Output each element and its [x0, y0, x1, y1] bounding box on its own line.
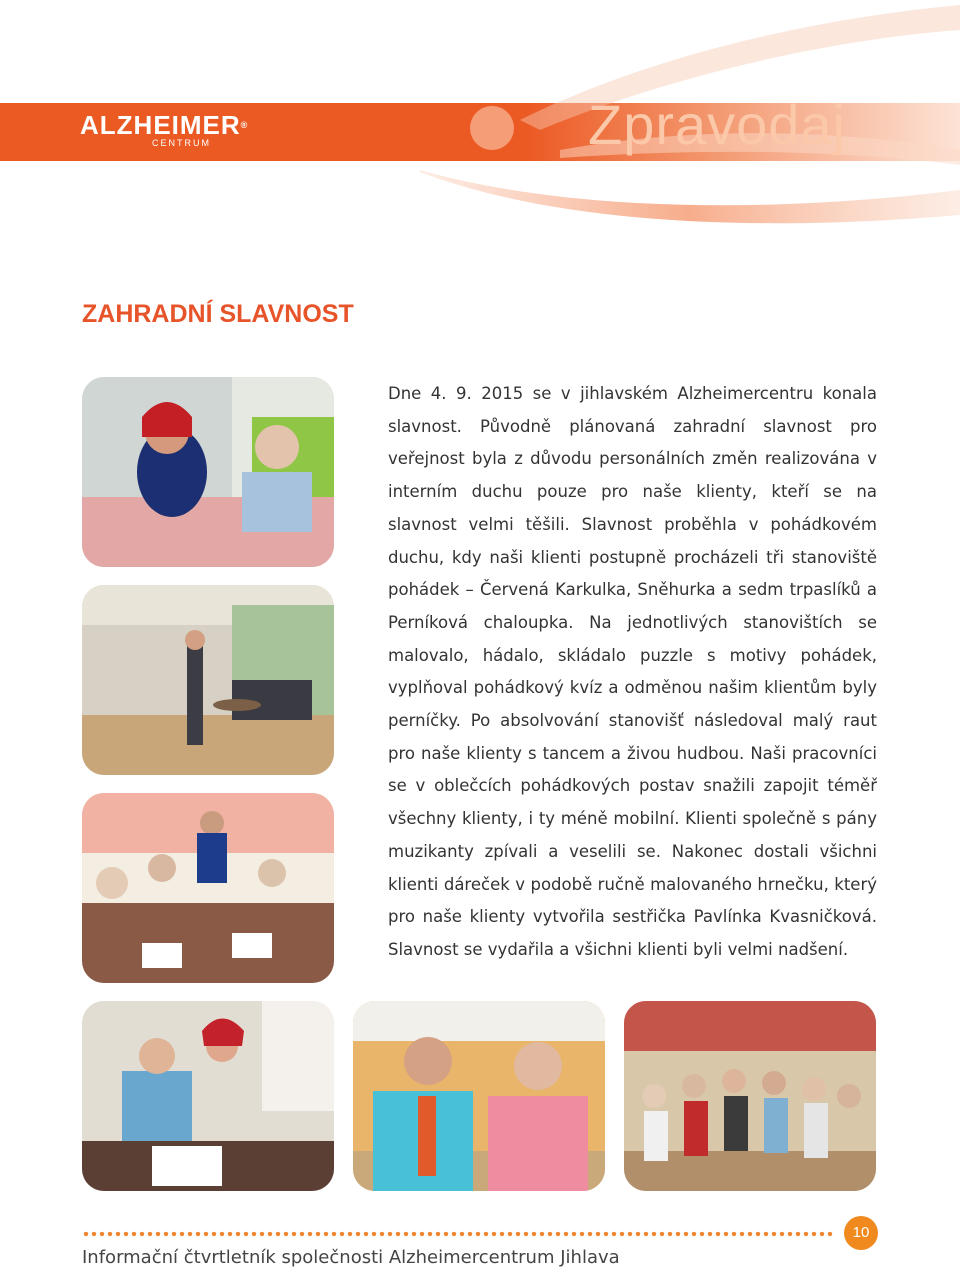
photo-garden-room: [82, 585, 334, 775]
footer-text: Informační čtvrtletník společnosti Alzheimercentrum Jihlava: [82, 1247, 620, 1268]
photo-red-riding-hood-drawing: [82, 1001, 334, 1191]
alzheimer-logo: ALZHEIMER® CENTRUM: [80, 110, 249, 148]
photo-smiling-clients: [353, 1001, 605, 1191]
banner-title: Zpravodaj: [588, 93, 847, 156]
footer-dotted-line: [82, 1231, 834, 1237]
article-body: Dne 4. 9. 2015 se v jihlavském Alzheimercentru konala slavnost. Původně plánovaná zahradní slavnost pro veřejnost byla z důvodu personálních změn realizována v interním duchu pouze pro naše klienty, kteří se na slavnost velmi těšili. Slavnost proběhla v pohádkovém duchu, kdy naši klienti postupně procházeli tři stanoviště pohádek – Červená Karkulka, Sněhurka a sedm trpaslíků a Perníková chaloupka. Na jednotlivých stanovištích se malovalo, hádalo, skládalo puzzle s motivy pohádek, vyplňoval pohádkový kvíz a odměnou našim klientům byly perníčky. Po absolvování stanovišť následoval malý raut pro naše klienty s tancem a živou hudbou. Naši pracovníci se v oblečcích pohádkových postav snažili zapojit téměř všechny klienty, i ty méně mobilní. Klienti společně s pány muzikanty zpívali a veselili se. Nakonec dostali všichni klienti dáreček v podobě ručně malovaného hrnečku, který pro naše klienty vytvořila sestřička Pavlínka Kvasničková. Slavnost se vydařila a všichni klienti byli velmi nadšení.: [388, 384, 877, 959]
page-number-badge: 10: [844, 1216, 878, 1250]
photo-dancing-circle: [624, 1001, 876, 1191]
photo-table-activity: [82, 793, 334, 983]
article-title: ZAHRADNÍ SLAVNOST: [82, 300, 354, 328]
photo-snow-white-with-client: [82, 377, 334, 567]
